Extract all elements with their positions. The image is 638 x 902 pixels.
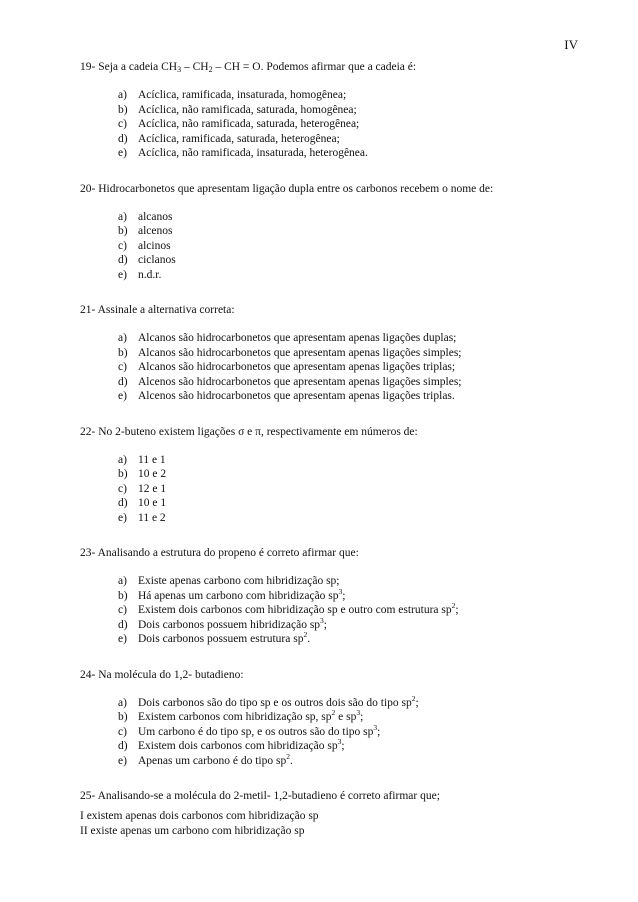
statements-list — [80, 809, 580, 839]
option-item — [118, 331, 580, 346]
question-stem: 23- Analisando a estrutura do propeno é correto afirmar que: — [80, 547, 359, 559]
question-23 — [80, 546, 580, 647]
statement-item: I existem apenas dois carbonos com hibridização sp — [80, 810, 319, 822]
options-list — [80, 210, 580, 283]
option-item — [118, 496, 580, 511]
option-text: Acíclica, ramificada, insaturada, homogênea; — [138, 89, 347, 101]
option-item — [118, 132, 580, 147]
option-text: Existem carbonos com hibridização sp, $sp^2$ e $sp^3$; — [138, 708, 364, 723]
option-letter: e) — [118, 754, 127, 767]
option-letter: e) — [118, 390, 127, 402]
option-letter: d) — [118, 618, 128, 631]
options-list — [80, 88, 580, 161]
option-text: alcinos — [138, 239, 171, 252]
options-list — [80, 574, 580, 647]
question-stem — [80, 60, 580, 75]
option-item — [118, 389, 580, 404]
option-letter: d) — [118, 375, 128, 388]
option-item — [118, 574, 580, 589]
option-text: 11 e 1 — [138, 453, 166, 466]
option-text: 10 e 1 — [138, 497, 167, 509]
option-text: ciclanos — [138, 254, 176, 266]
option-item — [118, 693, 580, 711]
page-number: IV — [564, 37, 578, 52]
option-text: 11 e 2 — [138, 511, 166, 524]
option-letter: b) — [118, 225, 128, 237]
stem-text: – CH — [181, 61, 209, 73]
options-list — [80, 453, 580, 526]
option-letter: a) — [118, 696, 127, 709]
option-letter: e) — [118, 147, 127, 159]
option-letter: b) — [118, 346, 128, 359]
option-letter: d) — [118, 254, 128, 266]
option-text: Alcanos são hidrocarbonetos que apresentam apenas ligações triplas; — [138, 361, 456, 373]
option-item — [118, 375, 580, 390]
question-24 — [80, 668, 580, 769]
options-list — [80, 331, 580, 404]
question-stem: 25- Analisando-se a molécula do 2-metil- 1,2-butadieno é correto afirmar que; — [80, 790, 440, 802]
option-text: Alcanos são hidrocarbonetos que apresentam apenas ligações duplas; — [138, 332, 457, 344]
option-letter: c) — [118, 361, 127, 373]
option-text: alcenos — [138, 225, 173, 237]
subscript: 2 — [208, 65, 213, 74]
option-item — [118, 586, 580, 604]
option-letter: d) — [118, 740, 128, 752]
option-item — [118, 88, 580, 103]
option-item — [118, 103, 580, 118]
option-text: Dois carbonos são do tipo sp e os outros dois são do tipo $sp^2$; — [138, 693, 419, 709]
option-letter: c) — [118, 482, 127, 495]
option-text: Existem dois carbonos com hibridização $sp^3$; — [138, 737, 345, 752]
option-letter: b) — [118, 711, 128, 723]
option-item — [118, 346, 580, 361]
option-letter: c) — [118, 604, 127, 616]
option-item — [118, 360, 580, 375]
option-text: Apenas um carbono é do tipo $sp^2$. — [138, 751, 293, 767]
option-letter: b) — [118, 468, 128, 480]
option-letter: c) — [118, 118, 127, 130]
option-item — [118, 722, 580, 740]
option-text: Acíclica, não ramificada, saturada, heterogênea; — [138, 118, 360, 130]
option-text: Existe apenas carbono com hibridização sp; — [138, 575, 340, 587]
option-letter: a) — [118, 332, 127, 344]
option-letter: a) — [118, 575, 127, 587]
option-text: 12 e 1 — [138, 482, 167, 495]
option-text: Acíclica, não ramificada, saturada, homogênea; — [138, 103, 357, 116]
option-item — [118, 751, 580, 769]
option-letter: e) — [118, 268, 127, 281]
option-text: Um carbono é do tipo sp, e os outros são do tipo $sp^3$; — [138, 722, 381, 738]
question-21 — [80, 303, 580, 404]
option-letter: d) — [118, 132, 128, 145]
option-text: Existem dois carbonos com hibridização sp e outro com estrutura $sp^2$; — [138, 601, 459, 616]
option-letter: d) — [118, 497, 128, 509]
question-20 — [80, 182, 580, 283]
question-25 — [80, 789, 580, 839]
option-text: Dois carbonos possuem hibridização $sp^3$; — [138, 615, 327, 631]
option-text: Acíclica, não ramificada, insaturada, heterogênea. — [138, 147, 368, 159]
option-text: n.d.r. — [138, 268, 162, 281]
options-list — [80, 693, 580, 769]
option-letter: a) — [118, 453, 127, 466]
option-letter: b) — [118, 103, 128, 116]
option-item — [118, 615, 580, 633]
statement-item: II existe apenas um carbono com hibridização sp — [80, 825, 305, 837]
subscript: 3 — [177, 65, 182, 74]
stem-text: – CH = O. Podemos afirmar que a cadeia é: — [212, 61, 417, 73]
option-text: Dois carbonos possuem estrutura $sp^2$. — [138, 630, 311, 645]
option-text: Há apenas um carbono com hibridização $sp^3$; — [138, 586, 346, 602]
option-item — [118, 482, 580, 497]
option-letter: b) — [118, 589, 128, 602]
question-22 — [80, 425, 580, 526]
option-text: Alcanos são hidrocarbonetos que apresentam apenas ligações simples; — [138, 346, 462, 359]
option-item — [118, 710, 580, 725]
option-letter: c) — [118, 239, 127, 252]
option-text: Alcenos são hidrocarbonetos que apresentam apenas ligações triplas. — [138, 390, 455, 402]
option-text: Acíclica, ramificada, saturada, heterogênea; — [138, 132, 340, 145]
option-item — [118, 224, 580, 239]
option-item — [118, 146, 580, 161]
question-stem: 22- No 2-buteno existem ligações σ e π, respectivamente em números de: — [80, 425, 418, 438]
option-letter: e) — [118, 511, 127, 524]
option-letter: a) — [118, 210, 127, 223]
option-item — [118, 253, 580, 268]
option-item — [118, 632, 580, 647]
option-item — [118, 511, 580, 526]
question-19 — [80, 60, 580, 161]
option-text: alcanos — [138, 210, 173, 223]
option-item — [118, 739, 580, 754]
question-stem: 24- Na molécula do 1,2- butadieno: — [80, 668, 244, 681]
question-stem: 21- Assinale a alternativa correta: — [80, 304, 235, 316]
option-item — [118, 239, 580, 254]
exercise-list — [80, 60, 580, 860]
option-item — [118, 268, 580, 283]
stem-text: 19- Seja a cadeia CH — [80, 61, 178, 73]
option-item — [118, 117, 580, 132]
question-stem: 20- Hidrocarbonetos que apresentam ligação dupla entre os carbonos recebem o nome de: — [80, 182, 494, 195]
option-letter: c) — [118, 725, 127, 738]
option-item — [118, 467, 580, 482]
option-item — [118, 603, 580, 618]
option-text: 10 e 2 — [138, 468, 167, 480]
option-text: Alcenos são hidrocarbonetos que apresentam apenas ligações simples; — [138, 375, 462, 388]
option-letter: e) — [118, 633, 127, 645]
option-item — [118, 210, 580, 225]
option-item — [118, 453, 580, 468]
option-letter: a) — [118, 89, 127, 101]
